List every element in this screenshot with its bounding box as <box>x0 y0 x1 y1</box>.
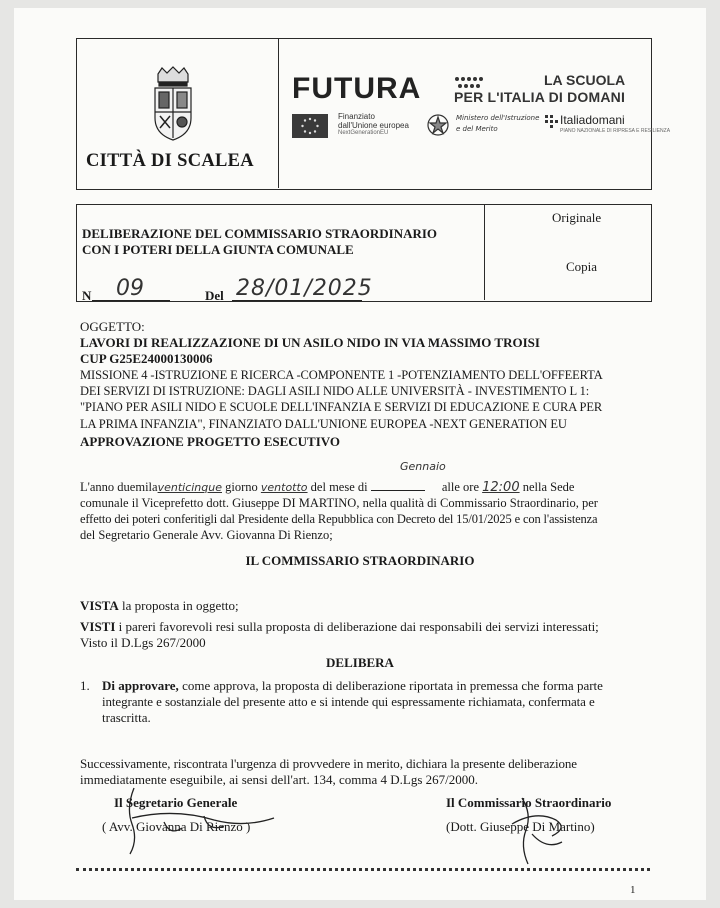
preamble-line-3: effetto dei poteri conferitigli dal Presidente della Repubblica con Decreto del 15/01/2025 e con l'assistenza <box>80 512 598 526</box>
left-handwritten-signature <box>104 778 294 858</box>
item-line-3: trascritta. <box>102 710 151 725</box>
month-handwritten: Gennaio <box>400 460 446 473</box>
preamble-text-month: del mese di <box>310 480 368 494</box>
item-line-1 <box>102 678 603 694</box>
deliberation-divider <box>484 204 485 300</box>
ministry-emblem-icon <box>426 112 450 138</box>
eu-flag-icon <box>292 114 328 138</box>
preamble-text-hour: alle ore <box>441 480 479 494</box>
item-line-2: integrante e sostanziale del presente atto e si intende qui espressamente richiamata, confermata e <box>102 694 595 709</box>
vista-text: la proposta in oggetto; <box>122 598 239 613</box>
copy-label: Copia <box>566 259 598 274</box>
futura-dots-icon <box>454 76 486 90</box>
original-label: Originale <box>552 210 602 225</box>
date-handwritten: 28/01/2025 <box>236 276 373 301</box>
document-page <box>14 8 706 900</box>
preamble-text-seat: nella Sede <box>522 480 575 494</box>
commissioner-heading: IL COMMISSARIO STRAORDINARIO <box>245 553 475 568</box>
ministry-name-line-1: Ministero dell'Istruzione <box>456 114 540 122</box>
subject-cup: CUP G25E24000130006 <box>80 351 213 366</box>
futura-tagline-2: PER L'ITALIA DI DOMANI <box>454 89 626 105</box>
italiadomani-subtitle: PIANO NAZIONALE DI RIPRESA E RESILIENZA <box>560 128 671 134</box>
visti-line <box>80 619 599 635</box>
eu-funding-line-2: dall'Unione europea <box>338 121 409 130</box>
vista-line <box>80 598 239 614</box>
italiadomani-logo-text: Italiadomani <box>560 113 625 127</box>
preamble-text-day: giorno <box>225 480 258 494</box>
header-divider <box>278 38 279 188</box>
ministry-name-line-2: e del Merito <box>456 125 498 133</box>
subject-label: OGGETTO: <box>80 319 145 334</box>
city-coat-of-arms <box>150 66 196 150</box>
delibera-heading: DELIBERA <box>326 655 394 670</box>
date-label: Del <box>205 288 224 303</box>
preamble-line-2: comunale il Viceprefetto dott. Giuseppe DI MARTINO, nella qualità di Commissario Straordinario, per <box>80 496 598 510</box>
footer-dotted-line <box>76 868 650 871</box>
number-handwritten: 09 <box>116 276 144 301</box>
year-handwritten: venticinque <box>157 481 222 494</box>
subject-approval: APPROVAZIONE PROGETTO ESECUTIVO <box>80 434 341 449</box>
subject-mission-line-3: "PIANO PER ASILI NIDO E SCUOLE DELL'INFANZIA E SERVIZI DI EDUCAZIONE E CURA PER <box>80 400 603 414</box>
left-signature-title: Il Segretario Generale <box>114 795 238 810</box>
subject-title: LAVORI DI REALIZZAZIONE DI UN ASILO NIDO IN VIA MASSIMO TROISI <box>80 335 540 350</box>
item-number: 1. <box>80 678 90 693</box>
preamble-line-4: del Segretario Generale Avv. Giovanna Di Rienzo; <box>80 528 333 542</box>
number-label: N <box>82 288 92 303</box>
closing-line-1: Successivamente, riscontrata l'urgenza di provvedere in merito, dichiara la presente deliberazione <box>80 756 577 771</box>
subject-mission-line-4: LA PRIMA INFANZIA", FINANZIATO DALL'UNIONE EUROPEA -NEXT GENERATION EU <box>80 417 567 431</box>
hour-handwritten: 12:00 <box>482 480 520 495</box>
futura-tagline-1: LA SCUOLA <box>544 72 626 88</box>
closing-line-2: immediatamente eseguibile, ai sensi dell'art. 134, comma 4 D.Lgs 267/2000. <box>80 772 479 787</box>
preamble-text-year: L'anno duemila <box>80 480 158 494</box>
eu-funding-line-3: NextGenerationEU <box>338 130 389 136</box>
right-signature-title: Il Commissario Straordinario <box>446 795 612 810</box>
item-bold: Di approvare, <box>102 678 179 693</box>
subject-mission-line-2: DEI SERVIZI DI ISTRUZIONE: DAGLI ASILI NIDO ALLE UNIVERSITÀ - INVESTIMENTO L 1: <box>80 384 590 398</box>
deliberation-title-2: CON I POTERI DELLA GIUNTA COMUNALE <box>82 242 354 257</box>
month-blank <box>371 490 425 491</box>
right-handwritten-signature <box>492 790 582 870</box>
deliberation-title-1: DELIBERAZIONE DEL COMMISSARIO STRAORDINARIO <box>82 226 438 241</box>
visti-text: i pareri favorevoli resi sulla proposta di deliberazione dai responsabili dei servizi interessati; <box>118 619 599 634</box>
vista-bold: VISTA <box>80 598 119 613</box>
preamble-line-1 <box>80 480 640 495</box>
day-handwritten: ventotto <box>260 481 308 494</box>
item-line-1-text: come approva, la proposta di deliberazione riportata in premessa che forma parte <box>182 678 603 693</box>
page-number: 1 <box>630 884 636 896</box>
city-name: CITTÀ DI SCALEA <box>86 151 254 171</box>
eu-funding-line-1: Finanziato <box>338 112 375 121</box>
italiadomani-icon <box>544 114 558 128</box>
visto-line: Visto il D.Lgs 267/2000 <box>80 635 206 650</box>
subject-mission-line-1: MISSIONE 4 -ISTRUZIONE E RICERCA -COMPONENTE 1 -POTENZIAMENTO DELL'OFFEERTA <box>80 368 603 382</box>
right-signature-name: (Dott. Giuseppe Di Martino) <box>446 819 595 834</box>
futura-logo-text: FUTURA <box>292 72 422 105</box>
visti-bold: VISTI <box>80 619 116 634</box>
left-signature-name: ( Avv. Giovanna Di Rienzo ) <box>102 819 251 834</box>
